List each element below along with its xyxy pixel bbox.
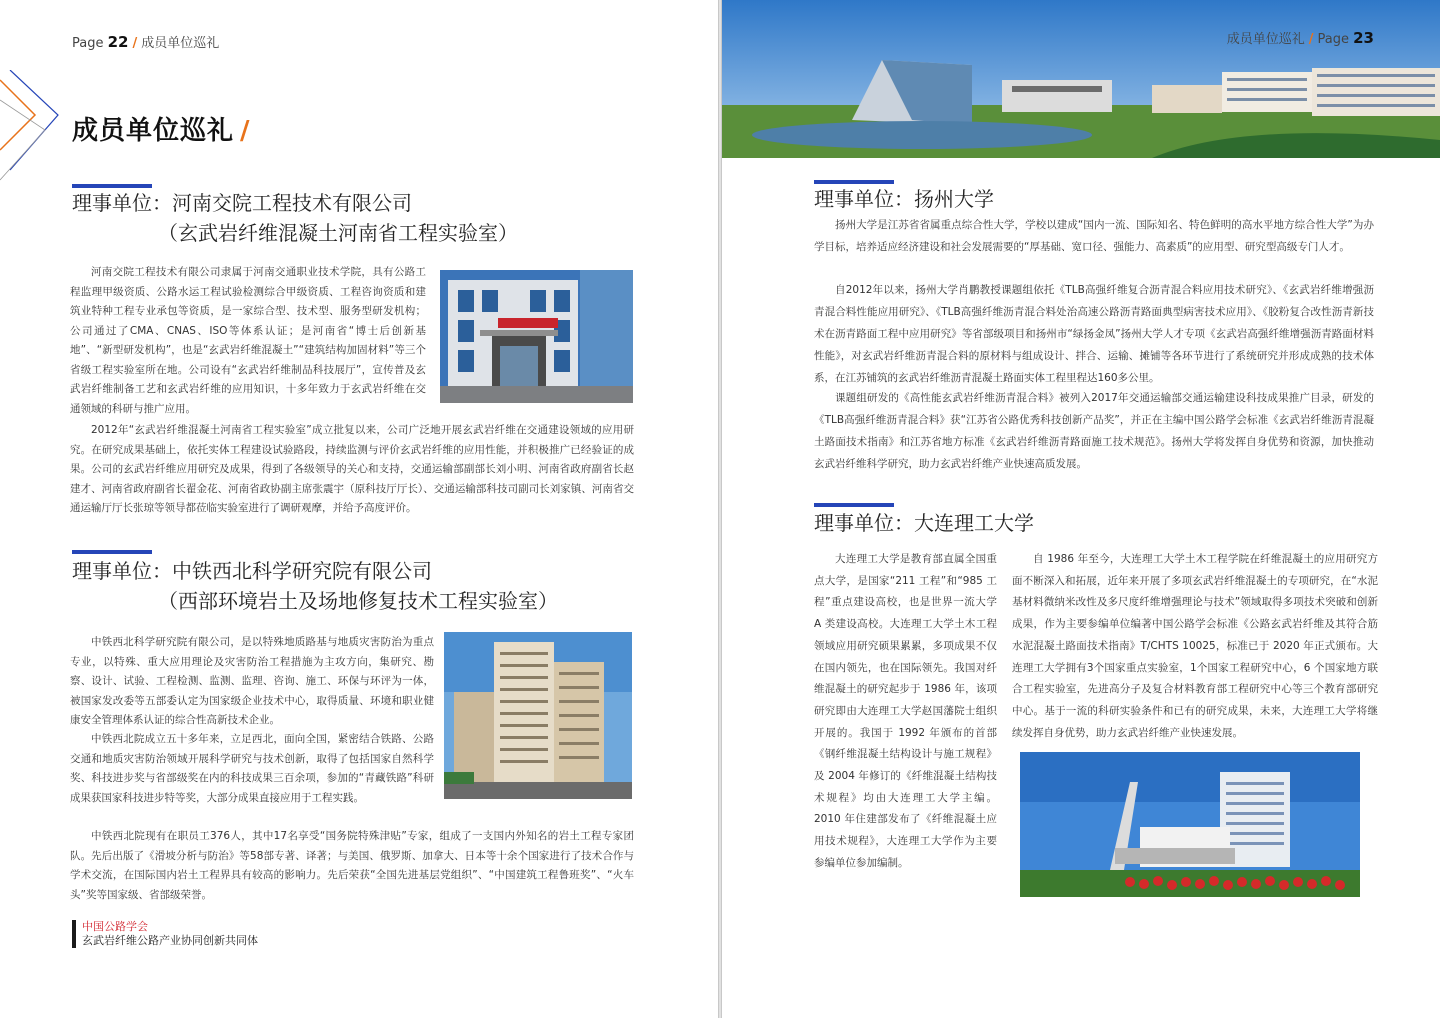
dalian-column-1: 大连理工大学是教育部直属全国重点大学，是国家“211 工程”和“985 工程”重点建设高校，也是世界一流大学 A 类建设高校。大连理工大学土木工程领域应用研究硕果累累，多项成果不仅在国内领先，也在国际领先。我国对纤维混凝土的研究起步于 1986 年，该项研究即由大连理工大学赵国藩院士组织开展的。我国于 1992 年颁布的首部《钢纤维混凝土结构设计与施工规程》及 2004 年修订的《纤维混凝土结构技术规程》均由大连理工大学主编。2010 年住建部发布了《纤维混凝土应用技术规程》，大连理工大学作为主要参编单位参加编制。 — [814, 553, 997, 869]
footer — [72, 920, 258, 948]
henan-building-photo — [440, 270, 633, 403]
dalian-campus-photo — [1020, 752, 1360, 897]
henan-paragraph-2: 2012年“玄武岩纤维混凝土河南省工程实验室”成立批复以来，公司广泛地开展玄武岩纤维在交通建设领域的应用研究。在研究成果基础上，依托实体工程建设试验路段，持续监测与评价玄武岩纤维的应用性能，并积极推广已经验证的成果。公司的玄武岩纤维应用研究及成果，得到了各级领导的关心和支持，交通运输部副部长刘小明、河南省政府副省长赵建才、河南省政府副省长翟金花、河南省政协副主席张震宇（原科技厅厅长）、交通运输部科技司副司长刘家镇、河南省交通运输厅厅长张琼等领导都莅临实验室进行了调研观摩，并给予高度评价。 — [70, 424, 634, 514]
header-section-name: 成员单位巡礼 — [1226, 32, 1305, 47]
section-bar — [814, 503, 894, 507]
page-header: 成员单位巡礼 / Page 23 — [1226, 29, 1374, 47]
right-page — [722, 0, 1440, 1018]
section-subtitle-henan: （玄武岩纤维混凝土河南省工程实验室） — [158, 221, 518, 245]
zhongtie-paragraph-1: 中铁西北科学研究院有限公司，是以特殊地质路基与地质灾害防治为重点专业，以特殊、重大应用理论及灾害防治工程措施为主攻方向，集研究、勘察、设计、试验、工程检测、监测、监理、咨询、施工、环保与环评为一体，被国家发改委等五部委认定为国家级企业技术中心，取得质量、环境和职业健康安全管理体系认证的综合性高新技术企业。 — [70, 636, 434, 726]
page-label: Page — [1317, 32, 1349, 47]
zhongtie-tower-photo — [444, 632, 632, 799]
section-subtitle-zhongtie: （西部环境岩土及场地修复技术工程实验室） — [158, 589, 558, 613]
footer-subtitle: 玄武岩纤维公路产业协同创新共同体 — [82, 934, 258, 947]
yangzhou-paragraph-2: 自2012年以来，扬州大学肖鹏教授课题组依托《TLB高强纤维复合沥青混合料应用技术研究》、《玄武岩纤维增强沥青混合料性能应用研究》、《TLB高强纤维沥青混合料处治高速公路沥青路面典型病害技术应用》、《胶粉复合改性沥青新技术在沥青路面工程中应用研究》等省部级项目和扬州市“绿扬金凤”扬州大学人才专项《玄武岩高强纤维增强沥青路面材料性能》，对玄武岩纤维沥青混合料的原材料与组成设计、拌合、运输、摊铺等各环节进行了系统研究并形成成熟的技术体系，在江苏铺筑的玄武岩纤维沥青混凝土路面实体工程里程达160多公里。 — [814, 284, 1374, 384]
section-title-yangzhou: 理事单位：扬州大学 — [814, 187, 994, 211]
section-title-henan: 理事单位：河南交院工程技术有限公司 — [72, 191, 412, 215]
corner-decoration — [0, 70, 70, 190]
section-title-zhongtie: 理事单位：中铁西北科学研究院有限公司 — [72, 559, 432, 583]
zhongtie-paragraph-3: 中铁西北院现有在职员工376人，其中17名享受“国务院特殊津贴”专家，组成了一支国内外知名的岩土工程专家团队。先后出版了《滑坡分析与防治》等58部专著、译著；与美国、俄罗斯、加拿大、日本等十余个国家进行了技术合作与学术交流，在国际国内岩土工程界具有较高的影响力。先后荣获“全国先进基层党组织”、“中国建筑工程鲁班奖”、“火车头”奖等国家级、省部级荣誉。 — [70, 830, 634, 901]
section-title-dalian: 理事单位：大连理工大学 — [814, 511, 1034, 535]
dalian-column-2: 自 1986 年至今，大连理工大学土木工程学院在纤维混凝土的应用研究方面不断深入和拓展，近年来开展了多项玄武岩纤维混凝土的专项研究，在“水泥基材料微纳米改性及多尺度纤维增强理论与技术”领域取得多项技术突破和创新成果，作为主要参编单位编著中国公路学会标准《公路玄武岩纤维及其符合筋水泥混凝土路面技术指南》T/CHTS 10025，标准已于 2020 年正式颁布。大连理工大学拥有3个国家重点实验室，1个国家工程研究中心，6 个国家地方联合工程实验室，先进高分子及复合材料教育部工程研究中心等三个教育部研究中心。基于一流的科研实验条件和已有的研究成果，未来，大连理工大学将继续发挥自身优势，助力玄武岩纤维产业快速发展。 — [1012, 553, 1378, 739]
section-bar — [72, 550, 152, 554]
page-header: Page 22 / 成员单位巡礼 — [72, 33, 220, 51]
zhongtie-paragraph-2: 中铁西北院成立五十多年来，立足西北，面向全国，紧密结合铁路、公路交通和地质灾害防治领域开展科学研究与技术创新，取得了包括国家自然科学奖、科技进步奖与省部级奖在内的科技成果三百余项，参加的“青藏铁路”科研成果获国家科技进步特等奖，大部分成果直接应用于工程实践。 — [70, 733, 434, 804]
header-section-name: 成员单位巡礼 — [141, 36, 220, 51]
main-title: 成员单位巡礼 / — [72, 116, 251, 146]
page-number: 23 — [1353, 29, 1374, 47]
yangzhou-paragraph-3: 课题组研发的《高性能玄武岩纤维沥青混合料》被列入2017年交通运输部交通运输建设科技成果推广目录，研发的《TLB高强纤维沥青混合料》获“江苏省公路优秀科技创新产品奖”，并正在主编中国公路学会标准《玄武岩纤维沥青混凝土路面技术指南》和江苏省地方标准《玄武岩纤维沥青路面施工技术规范》。扬州大学将发挥自身优势和资源，加快推动玄武岩纤维科学研究，助力玄武岩纤维产业快速高质发展。 — [814, 392, 1374, 470]
page-label: Page — [72, 36, 104, 51]
yangzhou-campus-photo — [722, 0, 1440, 158]
henan-paragraph-1: 河南交院工程技术有限公司隶属于河南交通职业技术学院，具有公路工程监理甲级资质、公路水运工程试验检测综合甲级资质、工程咨询资质和建筑业特种工程专业承包等资质，是一家综合型、技术型、服务型研发机构；公司通过了CMA、CNAS、ISO等体系认证；是河南省“博士后创新基地”、“新型研发机构”，也是“玄武岩纤维混凝土”“建筑结构加固材料”等三个省级工程实验室所在地。公司设有“玄武岩纤维制品科技展厅”，宣传普及玄武岩纤维制备工艺和玄武岩纤维的应用知识，十多年致力于玄武岩纤维在交通领域的科研与推广应用。 — [70, 266, 426, 415]
yangzhou-paragraph-1: 扬州大学是江苏省省属重点综合性大学，学校以建成“国内一流、国际知名、特色鲜明的高水平地方综合性大学”为办学目标，培养适应经济建设和社会发展需要的“厚基础、宽口径、强能力、高素质”的应用型、研究型高级专门人才。 — [814, 219, 1374, 253]
left-page — [0, 0, 718, 1018]
footer-org: 中国公路学会 — [82, 920, 148, 933]
page-number: 22 — [107, 33, 129, 51]
